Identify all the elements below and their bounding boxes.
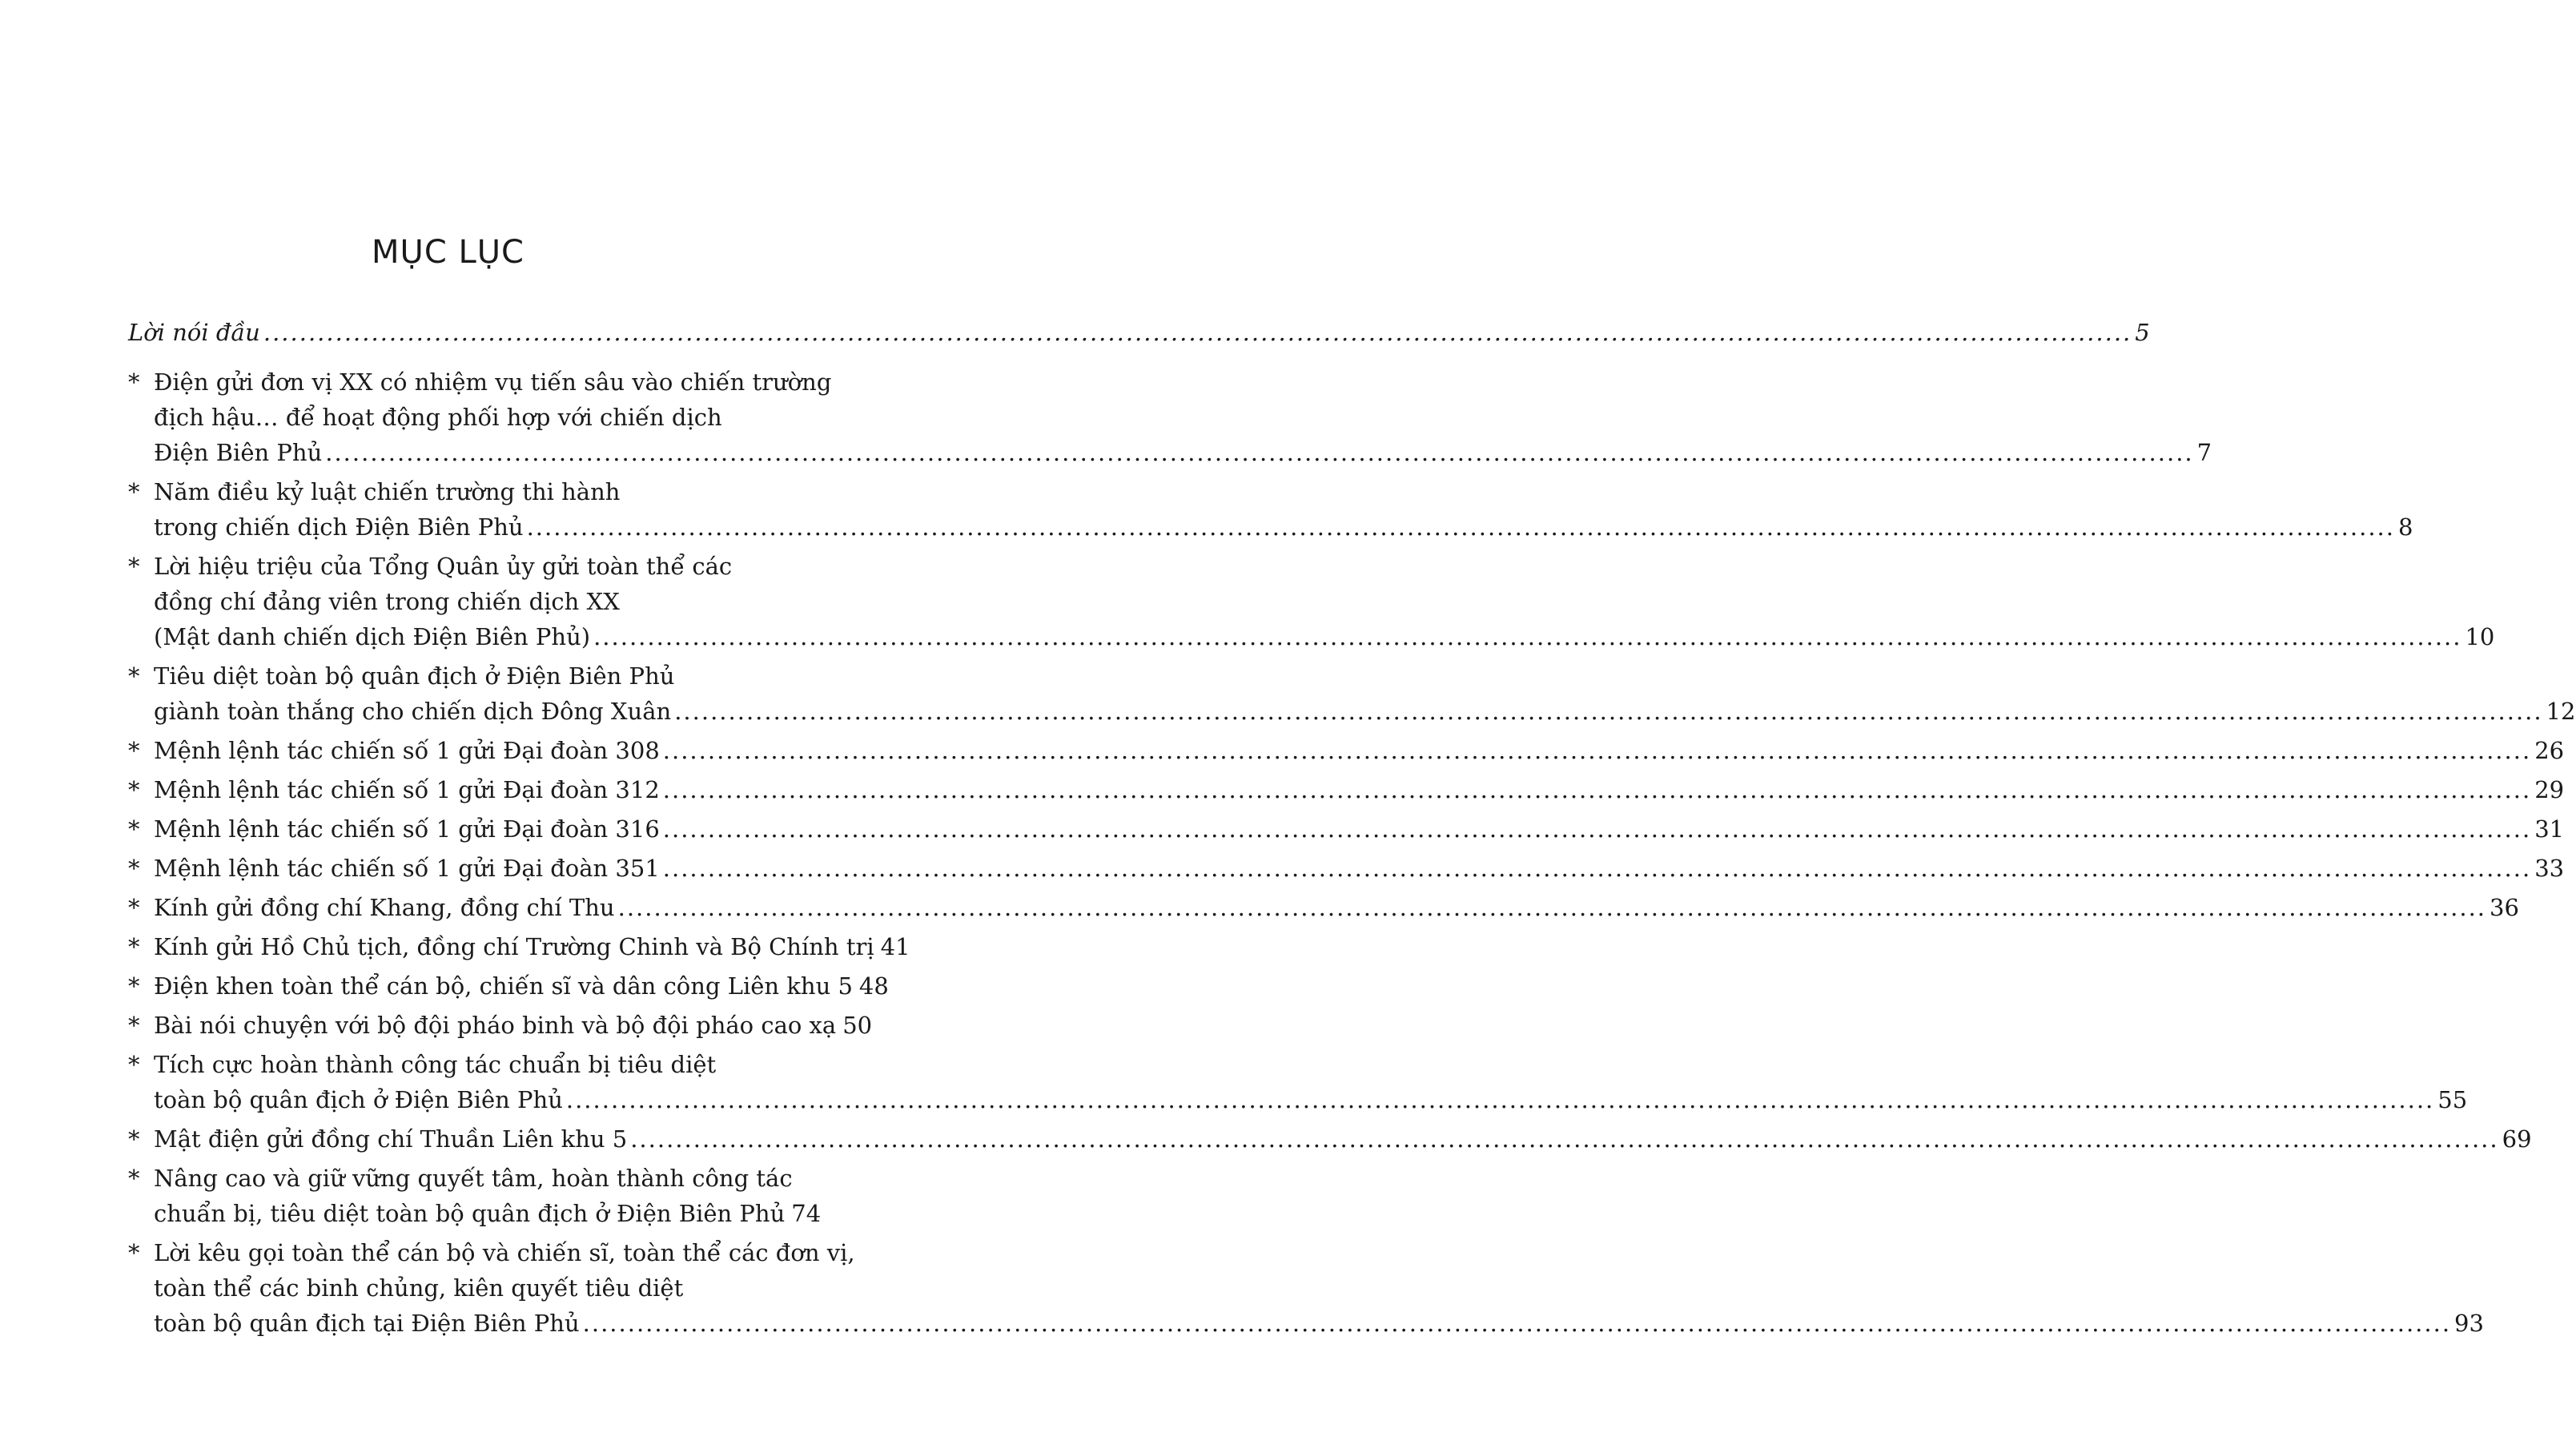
toc-entry xyxy=(128,1161,822,1231)
toc-entry-title-line: (Mật danh chiến dịch Điện Biên Phủ) xyxy=(154,623,591,650)
toc-entry-body xyxy=(154,1235,2484,1341)
toc-entry-title-line: đồng chí đảng viên trong chiến dịch XX xyxy=(154,588,620,615)
toc-entry xyxy=(128,1008,873,1043)
toc-entry-title-line: Năm điều kỷ luật chiến trường thi hành xyxy=(154,478,621,505)
dot-leader xyxy=(663,772,2531,807)
toc-page-number: 69 xyxy=(2502,1125,2532,1153)
dot-leader xyxy=(663,851,2531,886)
toc-entry-title-line: toàn bộ quân địch ở Điện Biên Phủ xyxy=(154,1086,563,1113)
toc-entry-line xyxy=(154,929,910,964)
dot-leader xyxy=(527,509,2395,545)
toc-entry-title-line: chuẩn bị, tiêu diệt toàn bộ quân địch ở Điện Biên Phủ xyxy=(154,1200,786,1227)
toc-entry-body xyxy=(154,1161,822,1231)
toc-entry-body xyxy=(154,1121,2532,1157)
toc-entry xyxy=(128,474,2413,545)
toc-entry-line xyxy=(154,1121,2532,1157)
dot-leader xyxy=(263,315,2132,350)
toc-entry-body xyxy=(128,315,2150,350)
toc-page-number: 33 xyxy=(2534,855,2565,882)
toc-entry-body xyxy=(154,364,2212,470)
toc-entry-line xyxy=(154,1306,2484,1341)
toc-entry-title-line: trong chiến dịch Điện Biên Phủ xyxy=(154,513,524,541)
toc-entry xyxy=(128,1121,2532,1157)
toc-page-number: 36 xyxy=(2490,894,2519,921)
dot-leader xyxy=(618,890,2486,925)
toc-page-number: 26 xyxy=(2534,737,2565,764)
toc-entry xyxy=(128,1235,2484,1341)
page-title: MỤC LỤC xyxy=(372,234,524,271)
toc-entry-line xyxy=(154,1196,822,1231)
toc-entry-line xyxy=(154,1082,2468,1117)
toc-page-number: 48 xyxy=(858,972,889,1000)
toc-entry-body xyxy=(154,1008,873,1043)
toc-entry xyxy=(128,733,2565,768)
toc-bullet: * xyxy=(128,1125,140,1153)
toc-entry-body xyxy=(154,1047,2468,1117)
toc-page-number: 8 xyxy=(2398,513,2413,541)
toc-entry-title-line: toàn thể các binh chủng, kiên quyết tiêu diệt xyxy=(154,1274,684,1302)
toc-page-number: 29 xyxy=(2534,776,2565,803)
toc-bullet: * xyxy=(128,478,140,505)
toc-entry-title-line: Mệnh lệnh tác chiến số 1 gửi Đại đoàn 312 xyxy=(154,776,660,803)
dot-leader xyxy=(593,619,2461,654)
toc-entry-line xyxy=(154,851,2565,886)
dot-leader xyxy=(566,1082,2434,1117)
toc-entry xyxy=(128,364,2212,470)
toc-entry-body xyxy=(154,851,2565,886)
toc-entry-body xyxy=(154,890,2519,925)
toc-entry-line xyxy=(154,968,889,1004)
toc-entry-title-line: Mệnh lệnh tác chiến số 1 gửi Đại đoàn 316 xyxy=(154,815,660,843)
toc-entry-title: Lời nói đầu xyxy=(128,319,260,346)
toc-entry xyxy=(128,549,2495,654)
toc-entry-title-line: Tiêu diệt toàn bộ quân địch ở Điện Biên Phủ xyxy=(154,662,675,690)
toc-entry xyxy=(128,851,2565,886)
toc-bullet: * xyxy=(128,894,140,921)
toc-entry-title-line: Nâng cao và giữ vững quyết tâm, hoàn thành công tác xyxy=(154,1165,793,1192)
toc-entry-body xyxy=(154,772,2565,807)
toc-entry-line xyxy=(154,694,2576,729)
toc-entry-body xyxy=(154,658,2576,729)
toc-entry-line xyxy=(128,315,2150,350)
toc-entry-title-line: Mệnh lệnh tác chiến số 1 gửi Đại đoàn 308 xyxy=(154,737,660,764)
toc-entry xyxy=(128,929,910,964)
toc-bullet: * xyxy=(128,933,140,960)
toc-entry-line xyxy=(154,890,2519,925)
toc-entry-title-line: địch hậu… để hoạt động phối hợp với chiến dịch xyxy=(154,404,722,431)
toc-page-number: 41 xyxy=(880,933,910,960)
toc-bullet: * xyxy=(128,1165,140,1192)
toc-entry-line xyxy=(154,1008,873,1043)
dot-leader xyxy=(630,1121,2498,1157)
toc-entry-title-line: Lời kêu gọi toàn thể cán bộ và chiến sĩ, toàn thể các đơn vị, xyxy=(154,1239,855,1266)
toc-bullet: * xyxy=(128,1239,140,1266)
toc-entry-title-line: Lời hiệu triệu của Tổng Quân ủy gửi toàn thể các xyxy=(154,553,733,580)
dot-leader xyxy=(663,811,2531,847)
toc-entry-line xyxy=(154,733,2565,768)
toc-page-number: 31 xyxy=(2534,815,2565,843)
toc-entry-title-line: Điện Biên Phủ xyxy=(154,439,323,466)
toc-entries xyxy=(128,364,2576,1341)
toc-bullet: * xyxy=(128,368,140,396)
toc-page-number: 74 xyxy=(791,1200,822,1227)
toc-bullet: * xyxy=(128,662,140,690)
toc-page-number: 5 xyxy=(2135,319,2150,346)
toc-entry-body xyxy=(154,929,910,964)
toc-entry-title-line: Mệnh lệnh tác chiến số 1 gửi Đại đoàn 351 xyxy=(154,855,660,882)
dot-leader xyxy=(663,733,2531,768)
toc-entry-line xyxy=(154,435,2212,470)
toc-entry-line xyxy=(154,619,2495,654)
toc-entry xyxy=(128,811,2565,847)
toc-page-number: 93 xyxy=(2454,1310,2484,1337)
toc-entry xyxy=(128,1047,2468,1117)
toc-entry-title-line: Mật điện gửi đồng chí Thuần Liên khu 5 xyxy=(154,1125,628,1153)
toc-bullet: * xyxy=(128,776,140,803)
toc-entry-title-line: giành toàn thắng cho chiến dịch Đông Xuân xyxy=(154,698,672,725)
toc-bullet: * xyxy=(128,972,140,1000)
toc-bullet: * xyxy=(128,855,140,882)
toc-page-number: 50 xyxy=(842,1012,873,1039)
toc-entry xyxy=(128,658,2576,729)
toc-entry-body xyxy=(154,474,2413,545)
toc-page-number: 55 xyxy=(2437,1086,2468,1113)
toc-bullet: * xyxy=(128,1051,140,1078)
toc-entry-body xyxy=(154,968,889,1004)
toc-entry-title-line: Kính gửi đồng chí Khang, đồng chí Thu xyxy=(154,894,615,921)
toc-entry-title-line: toàn bộ quân địch tại Điện Biên Phủ xyxy=(154,1310,580,1337)
toc-entry-title-line: Điện khen toàn thể cán bộ, chiến sĩ và dân công Liên khu 5 xyxy=(154,972,853,1000)
toc-bullet: * xyxy=(128,1012,140,1039)
toc-page-number: 10 xyxy=(2465,623,2495,650)
toc-page-number: 12 xyxy=(2546,698,2576,725)
dot-leader xyxy=(583,1306,2451,1341)
dot-leader xyxy=(325,435,2193,470)
dot-leader xyxy=(674,694,2542,729)
toc-entry-line xyxy=(154,772,2565,807)
toc-bullet: * xyxy=(128,815,140,843)
toc-entry-body xyxy=(154,733,2565,768)
toc-entry-title-line: Bài nói chuyện với bộ đội pháo binh và bộ đội pháo cao xạ xyxy=(154,1012,837,1039)
toc-bullet: * xyxy=(128,553,140,580)
table-of-contents xyxy=(128,315,2576,1345)
toc-entry-title-line: Tích cực hoàn thành công tác chuẩn bị tiêu diệt xyxy=(154,1051,717,1078)
toc-entry-body xyxy=(154,811,2565,847)
toc-entry-body xyxy=(154,549,2495,654)
toc-bullet: * xyxy=(128,737,140,764)
toc-entry-title-line: Điện gửi đơn vị XX có nhiệm vụ tiến sâu vào chiến trường xyxy=(154,368,832,396)
toc-entry-line xyxy=(154,509,2413,545)
toc-entry-preface xyxy=(128,315,2150,350)
toc-entry-title-line: Kính gửi Hồ Chủ tịch, đồng chí Trường Chinh và Bộ Chính trị xyxy=(154,933,874,960)
toc-entry xyxy=(128,890,2519,925)
toc-entry xyxy=(128,772,2565,807)
toc-entry-line xyxy=(154,811,2565,847)
toc-page-number: 7 xyxy=(2196,439,2212,466)
toc-entry xyxy=(128,968,889,1004)
